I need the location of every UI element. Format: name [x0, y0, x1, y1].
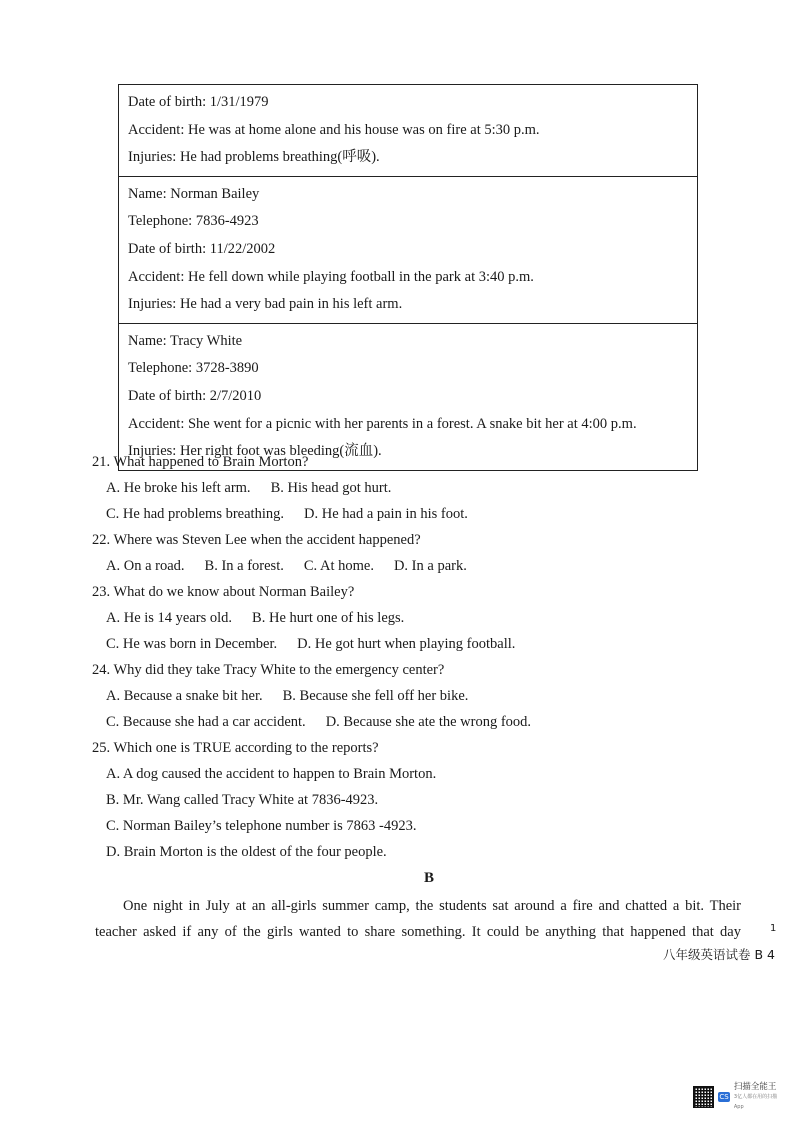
answer-option: D. He got hurt when playing football.: [297, 636, 516, 652]
answer-option: C. At home.: [303, 558, 374, 574]
accident-report-table: [118, 84, 698, 471]
scanner-app-name: 扫描全能王: [733, 1082, 777, 1092]
answer-option: B. His head got hurt.: [270, 480, 392, 496]
option-row: [92, 761, 752, 787]
option-row: [92, 475, 752, 501]
option-row: [92, 605, 752, 631]
record-field: Name: Tracy White: [128, 332, 243, 349]
section-b-title: B: [424, 870, 435, 886]
record-field: Accident: He fell down while playing football in the park at 3:40 p.m.: [128, 268, 534, 285]
reading-passage: One night in July at an all-girls summer camp, the students sat around a fire and chatted a bit. Their teacher asked if any of the girls wanted to share something. It could be anything that happened that day: [95, 898, 741, 940]
record-field: Telephone: 3728-3890: [128, 360, 259, 377]
scanner-tagline: 3亿人都在用的扫描App: [733, 1094, 778, 1110]
record-field: Date of birth: 2/7/2010: [128, 387, 262, 404]
record-field: Date of birth: 1/31/1979: [128, 94, 269, 110]
answer-option: A. A dog caused the accident to happen to Brain Morton.: [106, 766, 437, 782]
question-stem: 23. What do we know about Norman Bailey?: [92, 584, 355, 600]
option-row: [92, 683, 752, 709]
option-row: [92, 839, 752, 865]
option-row: [92, 501, 752, 527]
report-record: [119, 323, 697, 470]
question-stem: 22. Where was Steven Lee when the accident happened?: [92, 532, 421, 548]
qr-code-icon: [693, 1086, 714, 1108]
answer-option: B. Because she fell off her bike.: [282, 688, 469, 704]
answer-option: D. He had a pain in his foot.: [304, 506, 468, 522]
record-field: Injuries: He had problems breathing(呼吸).: [128, 149, 380, 166]
option-row: [92, 787, 752, 813]
record-field: Name: Norman Bailey: [128, 185, 260, 202]
question-stem: 21. What happened to Brain Morton?: [92, 454, 309, 470]
option-row: [92, 709, 752, 735]
record-field: Injuries: He had a very bad pain in his left arm.: [128, 296, 403, 313]
answer-option: B. In a forest.: [204, 558, 284, 574]
option-row: [92, 813, 752, 839]
answer-option: A. On a road.: [106, 558, 185, 574]
answer-option: B. Mr. Wang called Tracy White at 7836-4923.: [106, 792, 379, 808]
answer-option: B. He hurt one of his legs.: [252, 610, 405, 626]
record-field: Accident: She went for a picnic with her parents in a forest. A snake bit her at 4:00 p.m.: [128, 415, 637, 432]
record-field: Injuries: Her right foot was bleeding(流血).: [128, 443, 382, 460]
report-record: [119, 85, 697, 176]
report-record: [119, 176, 697, 323]
paper-footer-label: 八年级英语试卷 B 4: [663, 947, 775, 962]
option-row: [92, 631, 752, 657]
answer-option: D. In a park.: [393, 558, 467, 574]
answer-option: A. Because a snake bit her.: [106, 688, 263, 704]
answer-option: C. He was born in December.: [106, 636, 278, 652]
camscanner-logo-icon: CS: [719, 1093, 729, 1101]
scanner-watermark: [693, 1083, 785, 1111]
record-field: Date of birth: 11/22/2002: [128, 240, 276, 257]
answer-option: A. He is 14 years old.: [106, 610, 233, 626]
answer-option: C. Norman Bailey’s telephone number is 7863 -4923.: [106, 818, 417, 834]
answer-option: D. Brain Morton is the oldest of the four people.: [106, 844, 387, 860]
answer-option: A. He broke his left arm.: [106, 480, 251, 496]
question-list: [92, 449, 752, 865]
answer-option: C. Because she had a car accident.: [106, 714, 306, 730]
edge-mark: 1: [770, 923, 777, 934]
record-field: Telephone: 7836-4923: [128, 213, 259, 230]
question-stem: 24. Why did they take Tracy White to the emergency center?: [92, 662, 445, 678]
answer-option: D. Because she ate the wrong food.: [325, 714, 532, 730]
record-field: Accident: He was at home alone and his house was on fire at 5:30 p.m.: [128, 121, 540, 138]
option-row: [92, 553, 752, 579]
question-stem: 25. Which one is TRUE according to the reports?: [92, 740, 379, 756]
answer-option: C. He had problems breathing.: [106, 506, 284, 522]
